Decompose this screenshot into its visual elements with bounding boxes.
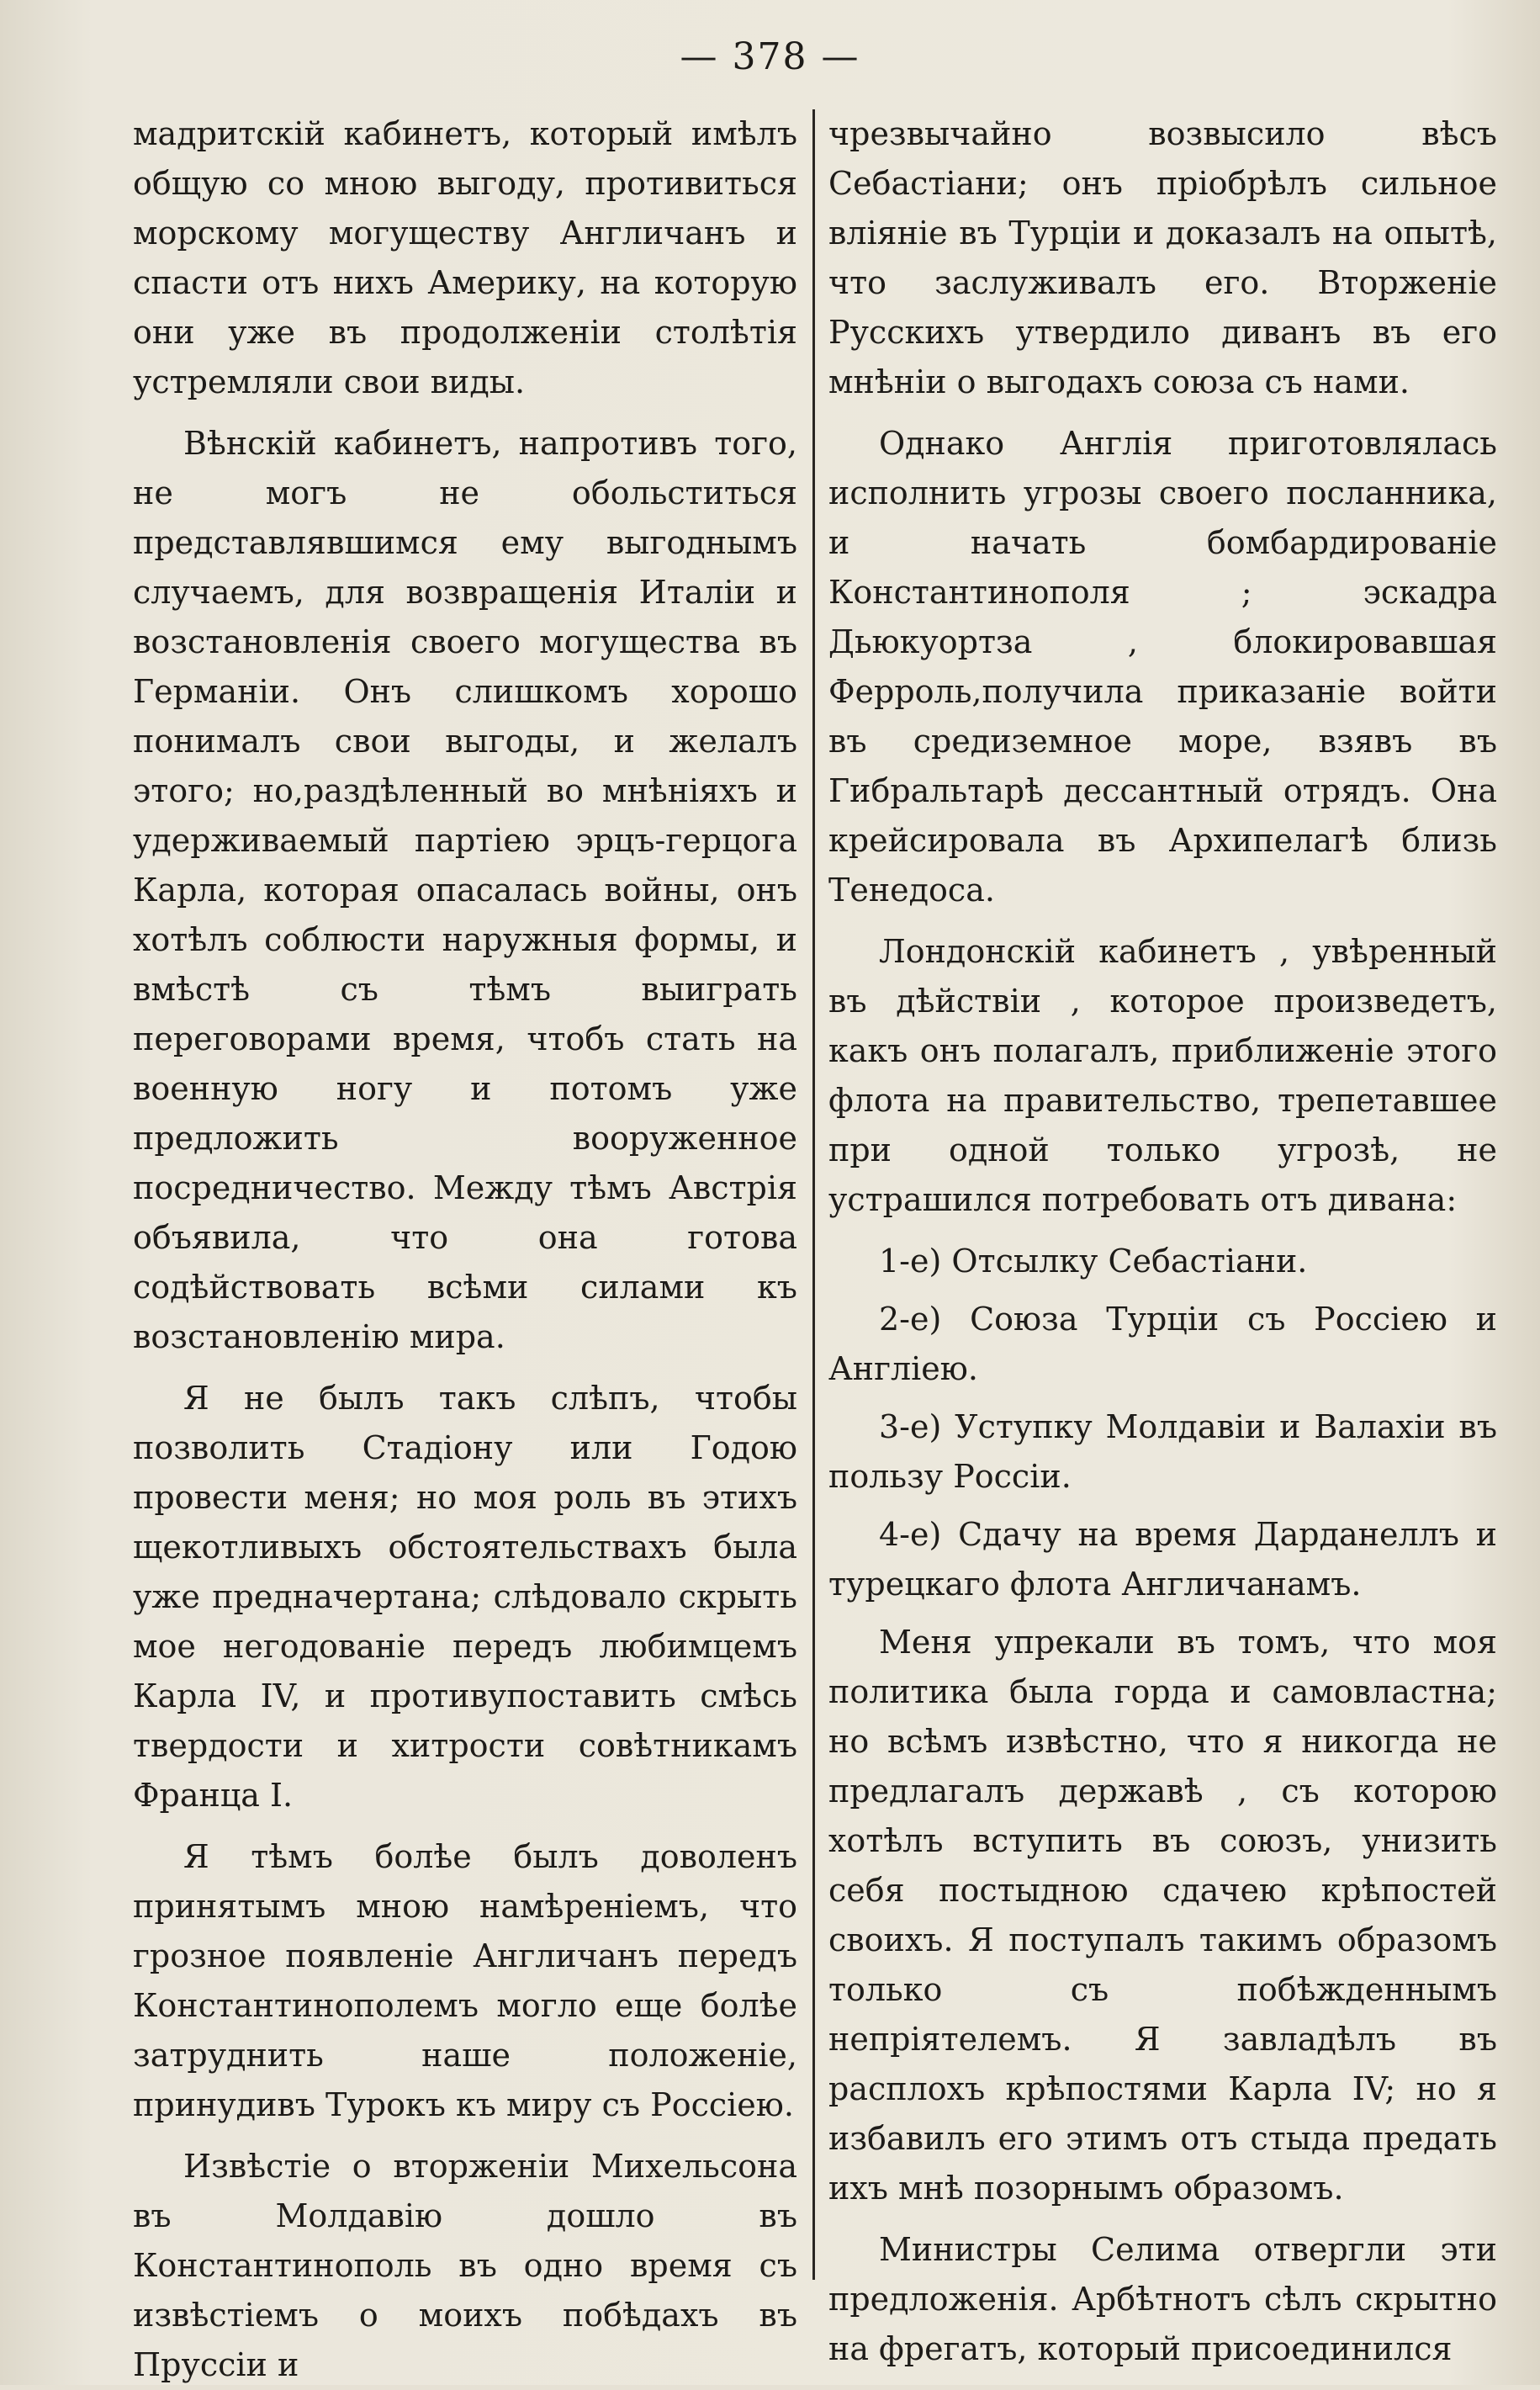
paragraph: Министры Селима отвергли эти предложенія. Арбѣтнотъ сѣлъ скрытно на фрегатъ, который присоединился [828,2231,1497,2367]
column-divider [812,109,815,2280]
right-column [828,109,1497,2367]
paragraph: Извѣстіе о вторженіи Михельсона въ Молдавію дошло въ Константинополь въ одно время съ извѣстіемъ о моихъ побѣдахъ въ Пруссіи и [133,2148,797,2383]
list-item: 3-е) Уступку Молдавіи и Валахіи въ пользу Россіи. [828,1408,1497,1495]
paragraph: мадритскій кабинетъ, который имѣлъ общую со мною выгоду, противиться морскому могуществу Англичанъ и спасти отъ нихъ Америку, на которую они уже въ продолженіи столѣтія устремляли свои виды. [133,115,797,400]
list-item: 1-е) Отсылку Себастіани. [879,1243,1308,1280]
paragraph: Вѣнскій кабинетъ, напротивъ того, не могъ не обольститься представлявшимся ему выгоднымъ случаемъ, для возвращенія Италіи и возстановленія своего могущества въ Германіи. Онъ слишкомъ хорошо понималъ свои выгоды, и желалъ этого; но,раздѣленный во мнѣніяхъ и удерживаемый партіею эрцъ-герцога Карла, которая опасалась войны, онъ хотѣлъ соблюсти наружныя формы, и вмѣстѣ съ тѣмъ выиграть переговорами время, чтобъ стать на военную ногу и потомъ уже предложить вооруженное посредничество. Между тѣмъ Австрія объявила, что она готова содѣйствовать всѣми силами къ возстановленію мира. [133,425,797,1355]
page-number: — 378 — [680,35,860,78]
paragraph: Я тѣмъ болѣе былъ доволенъ принятымъ мною намѣреніемъ, что грозное появленіе Англичанъ передъ Константинополемъ могло еще болѣе затруднить наше положеніе, принудивъ Турокъ къ миру съ Россіею. [133,1838,797,2123]
paragraph: Меня упрекали въ томъ, что моя политика была горда и самовластна; но всѣмъ извѣстно, что я никогда не предлагалъ державѣ , съ которою хотѣлъ вступить въ союзъ, унизить себя постыдною сдачею крѣпостей своихъ. Я поступалъ такимъ образомъ только съ побѣжденнымъ непріятелемъ. Я завладѣлъ въ расплохъ крѣпостями Карла IV; но я избавилъ его этимъ отъ стыда предать ихъ мнѣ позорнымъ образомъ. [828,1624,1497,2207]
left-column [133,109,797,2383]
list-item: 4-е) Сдачу на время Дарданеллъ и турецкаго флота Англичанамъ. [828,1516,1497,1603]
paragraph: чрезвычайно возвысило вѣсъ Себастіани; онъ пріобрѣлъ сильное вліяніе въ Турціи и доказалъ на опытѣ, что заслуживалъ его. Вторженіе Русскихъ утвердило диванъ въ его мнѣніи о выгодахъ союза съ нами. [828,115,1497,400]
list-item: 2-е) Союза Турціи съ Россіею и Англіею. [828,1301,1497,1387]
paragraph: Однако Англія приготовлялась исполнить угрозы своего посланника, и начать бомбардированіе Константинополя ; эскадра Дьюкуортза , блокировавшая Ферроль,получила приказаніе войти въ средиземное море, взявъ въ Гибральтарѣ дессантный отрядъ. Она крейсировала въ Архипелагѣ близь Тенедоса. [828,425,1497,909]
paragraph: Лондонскій кабинетъ , увѣренный въ дѣйствіи , которое произведетъ, какъ онъ полагалъ, приближеніе этого флота на правительство, трепетавшее при одной только угрозѣ, не устрашился потребовать отъ дивана: [828,933,1497,1218]
paragraph: Я не былъ такъ слѣпъ, чтобы позволить Стадіону или Годою провести меня; но моя роль въ этихъ щекотливыхъ обстоятельствахъ была уже предначертана; слѣдовало скрыть мое негодованіе передъ любимцемъ Карла IV, и противупоставить смѣсь твердости и хитрости совѣтникамъ Франца I. [133,1380,797,1814]
